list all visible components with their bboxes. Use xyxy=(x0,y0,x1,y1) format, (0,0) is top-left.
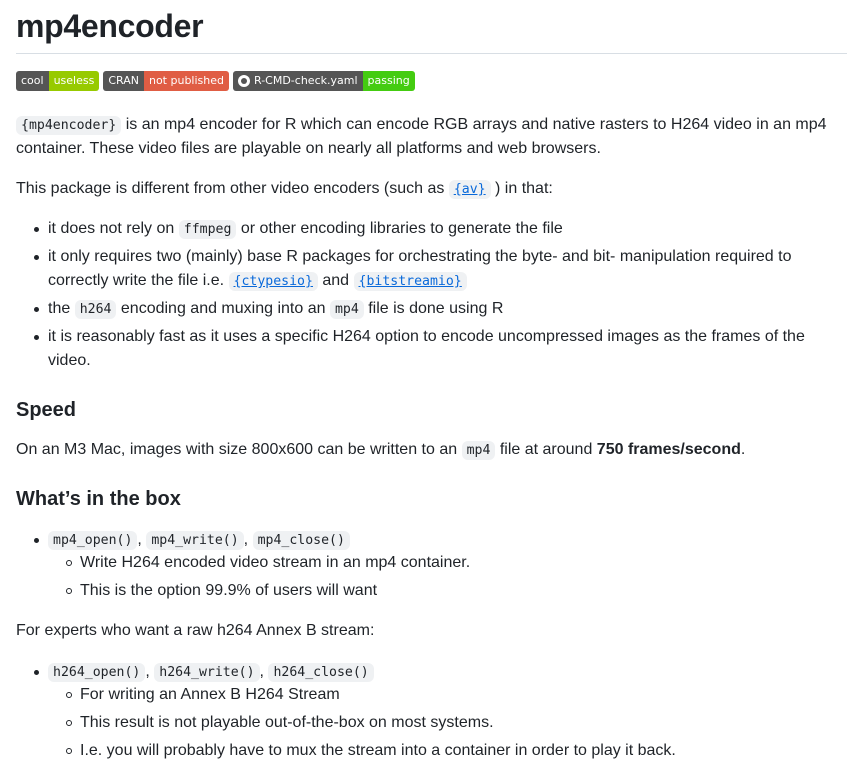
badge-value: not published xyxy=(144,71,229,91)
experts-paragraph: For experts who want a raw h264 Annex B stream: xyxy=(16,622,375,639)
sub-item: I.e. you will probably have to mux the stream into a container in order to play it back. xyxy=(80,742,676,759)
ctypesio-link[interactable] xyxy=(229,272,318,289)
rcmdcheck-badge[interactable] xyxy=(233,71,415,91)
function-code: mp4_write() xyxy=(146,531,243,550)
feature-text: encoding and muxing into an xyxy=(116,300,330,317)
feature-item: it only requires two (mainly) base R packages for orchestrating the byte- and bit- manipulation required to xyxy=(48,248,792,265)
av-link[interactable] xyxy=(449,180,491,197)
box-heading: What’s in the box xyxy=(16,488,181,510)
sub-item: Write H264 encoded video stream in an mp4 container. xyxy=(80,554,471,571)
intro-line-2: container. These video files are playable on nearly all platforms and web browsers. xyxy=(16,140,601,157)
ctypesio-code: {ctypesio} xyxy=(229,272,318,291)
bitstreamio-link[interactable] xyxy=(354,272,467,289)
feature-item xyxy=(48,297,503,322)
h264-functions xyxy=(48,660,374,685)
bullet-dot xyxy=(34,335,39,340)
intro-line-1 xyxy=(16,113,827,138)
separator: , xyxy=(259,663,264,680)
function-code: mp4_open() xyxy=(48,531,137,550)
feature-item-continued xyxy=(48,269,467,294)
feature-text: or other encoding libraries to generate the file xyxy=(236,220,563,237)
difference-paragraph xyxy=(16,177,553,202)
bullet-dot xyxy=(34,227,39,232)
difference-text: This package is different from other video encoders (such as xyxy=(16,180,449,197)
sub-item: This is the option 99.9% of users will want xyxy=(80,582,378,599)
sub-bullet xyxy=(66,588,72,594)
badge-label xyxy=(233,71,363,91)
bitstreamio-code: {bitstreamio} xyxy=(354,272,467,291)
mp4-functions xyxy=(48,528,350,553)
github-icon xyxy=(238,75,250,87)
lifecycle-badge[interactable] xyxy=(16,71,99,91)
sub-bullet xyxy=(66,748,72,754)
function-code: mp4_close() xyxy=(253,531,350,550)
mp4-code: mp4 xyxy=(462,441,496,460)
sub-item: For writing an Annex B H264 Stream xyxy=(80,686,340,703)
badge-value: passing xyxy=(363,71,415,91)
intro-text-1: is an mp4 encoder for R which can encode RGB arrays and native rasters to H264 video in an mp4 xyxy=(121,116,827,133)
speed-text: . xyxy=(740,441,746,458)
feature-text: file is done using R xyxy=(363,300,504,317)
feature-item-continued: video. xyxy=(48,352,91,369)
function-code: h264_close() xyxy=(268,663,373,682)
speed-text: On an M3 Mac, images with size 800x600 can be written to an xyxy=(16,441,462,458)
page-title: mp4encoder xyxy=(16,8,204,44)
feature-text: it does not rely on xyxy=(48,220,179,237)
function-code: h264_write() xyxy=(154,663,259,682)
bullet-dot xyxy=(34,670,39,675)
separator: , xyxy=(243,531,249,548)
feature-item: it is reasonably fast as it uses a specific H264 option to encode uncompressed images as the frames of the xyxy=(48,328,805,345)
badge-row xyxy=(16,71,419,91)
separator: , xyxy=(137,531,142,548)
sub-bullet xyxy=(66,692,72,698)
speed-value: 750 frames/second xyxy=(596,441,741,458)
av-code: {av} xyxy=(449,180,491,199)
title-divider xyxy=(16,53,847,54)
function-code: h264_open() xyxy=(48,663,145,682)
badge-label: cool xyxy=(16,71,49,91)
feature-item xyxy=(48,217,563,242)
bullet-dot xyxy=(34,538,39,543)
separator: , xyxy=(145,663,150,680)
feature-text: the xyxy=(48,300,75,317)
package-code: {mp4encoder} xyxy=(16,116,121,135)
feature-text: and xyxy=(317,272,354,289)
feature-text: correctly write the file i.e. xyxy=(48,272,229,289)
h264-code: h264 xyxy=(75,300,117,319)
bullet-dot xyxy=(34,255,39,260)
speed-text: file at around xyxy=(495,441,597,458)
badge-label: CRAN xyxy=(103,71,144,91)
mp4-code: mp4 xyxy=(330,300,364,319)
difference-suffix: ) in that: xyxy=(490,180,553,197)
sub-bullet xyxy=(66,720,72,726)
speed-paragraph xyxy=(16,438,745,463)
badge-value: useless xyxy=(49,71,100,91)
sub-item: This result is not playable out-of-the-box on most systems. xyxy=(80,714,494,731)
bullet-dot xyxy=(34,307,39,312)
ffmpeg-code: ffmpeg xyxy=(179,220,237,239)
sub-bullet xyxy=(66,560,72,566)
badge-label-text: R-CMD-check.yaml xyxy=(254,74,358,87)
speed-heading: Speed xyxy=(16,399,77,421)
cran-badge[interactable] xyxy=(103,71,229,91)
